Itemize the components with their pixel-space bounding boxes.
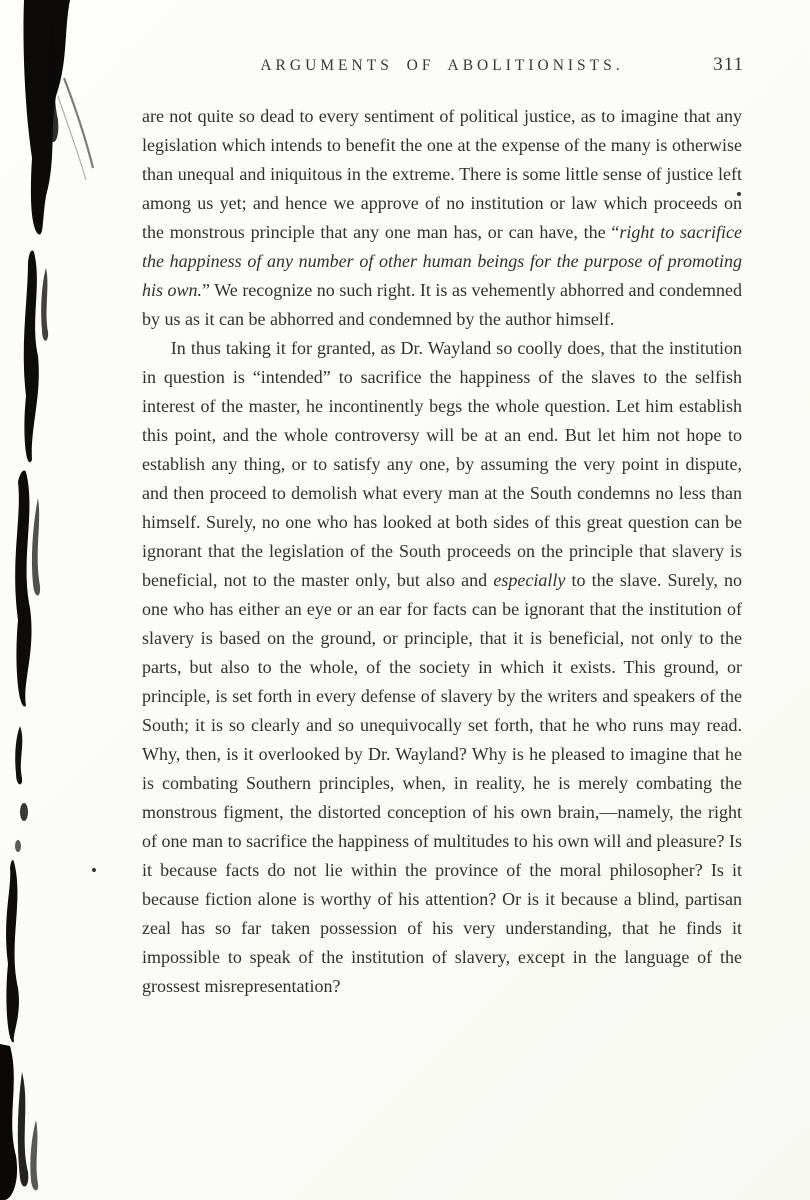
page-text <box>142 102 742 1001</box>
text-segment: to the slave. Surely, no one who has either an eye or an ear for facts can be ignorant that the institution of slavery is based on the ground, or principle, that it is beneficial, not only to the parts, but also to the whole, of the society in which it exists. This ground, or principle, is set forth in every defense of slavery by the writers and speakers of the South; it is so clearly and so unequivocally set forth, that he who runs may read. Why, then, is it overlooked by Dr. Wayland? Why is he pleased to imagine that he is combating Southern principles, when, in reality, he is merely combating the monstrous figment, the distorted conception of his own brain,—namely, the right of one man to sacrifice the happiness of multitudes to his own will and pleasure? Is it because facts do not lie within the province of the moral philosopher? Is it because fiction alone is worthy of his attention? Or is it because a blind, partisan zeal has so far taken possession of his very understanding, that he finds it impossible to speak of the institution of slavery, except in the language of the grossest misrepresentation? <box>142 570 742 996</box>
running-header <box>142 54 742 80</box>
italic-text-segment: especially <box>493 570 566 590</box>
text-segment: In thus taking it for granted, as Dr. Wayland so coolly does, that the institution in question is “intended” to sacrifice the happiness of the slaves to the selfish interest of the master, he incontinently begs the whole question. Let him establish this point, and the whole controversy will be at an end. But let him not hope to establish any thing, or to satisfy any one, by assuming the very point in dispute, and then proceed to demolish what every man at the South condemns no less than himself. Surely, no one who has looked at both sides of this great question can be ignorant that the legislation of the South proceeds on the principle that slavery is beneficial, not to the master only, but also and <box>142 338 742 590</box>
text-column <box>142 54 742 1001</box>
page-number: 311 <box>713 54 744 75</box>
text-segment: ” We recognize no such right. It is as vehemently abhorred and condemned by us as it can be abhorred and condemned by the author himself. <box>142 280 742 329</box>
ink-smudge-artifact <box>0 0 130 1200</box>
paragraph <box>142 102 742 334</box>
ink-speck <box>92 868 96 872</box>
italic-text-segment: right to sacrifice the happiness of any number of other human beings for the purpose of promoting his own. <box>142 222 742 300</box>
page-title: ARGUMENTS OF ABOLITIONISTS. <box>260 57 624 74</box>
paragraph <box>142 334 742 1001</box>
text-segment: are not quite so dead to every sentiment of political justice, as to imagine that any legislation which intends to benefit the one at the expense of the many is otherwise than unequal and iniquitous in the extreme. There is some little sense of justice left among us yet; and hence we approve of no institution or law which proceeds on the monstrous principle that any one man has, or can have, the “ <box>142 106 742 242</box>
